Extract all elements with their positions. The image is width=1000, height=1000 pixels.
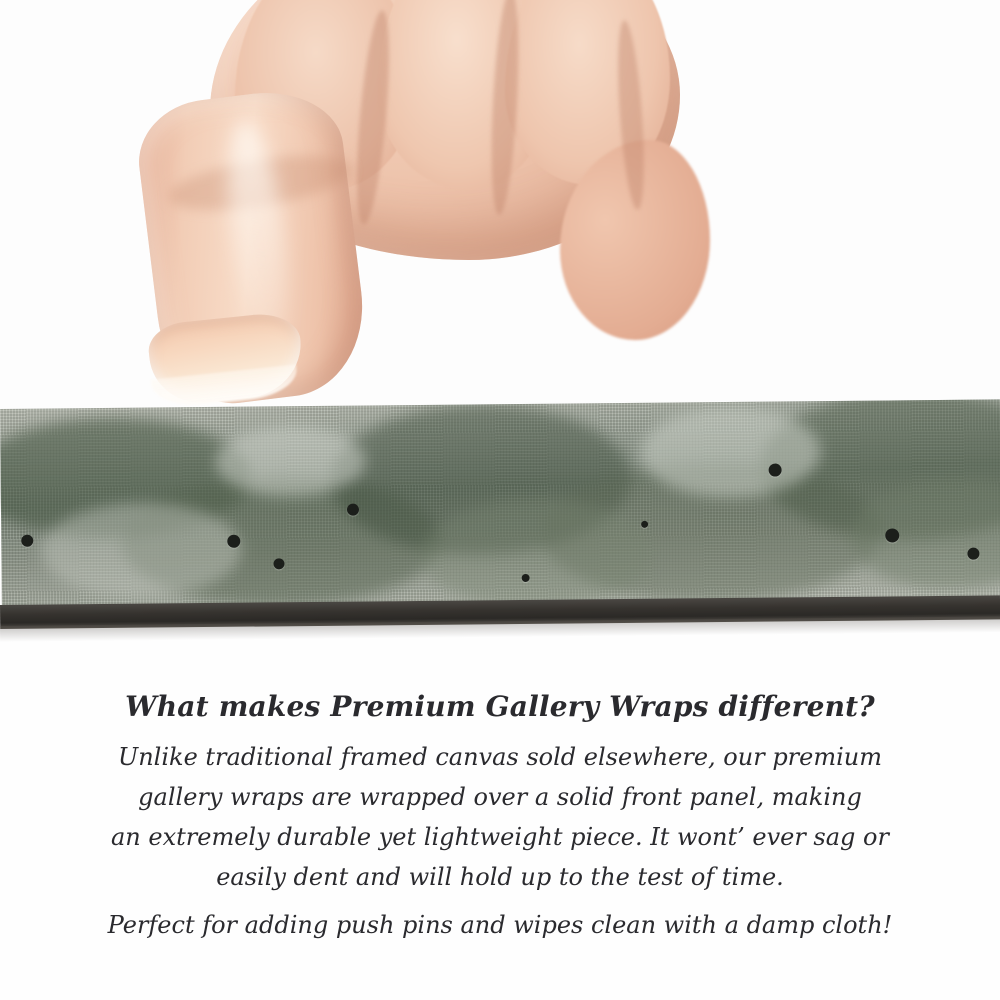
caption-block (0, 690, 1000, 945)
hand-region (0, 0, 1000, 412)
caption-line-3: an extremely durable yet lightweight piece. It wont’ ever sag or (111, 823, 889, 851)
canvas-wrap-edge (0, 399, 1000, 621)
caption-headline: What makes Premium Gallery Wraps different? (125, 690, 875, 723)
caption-line-2: gallery wraps are wrapped over a solid front panel, making (138, 783, 862, 811)
canvas-speck (21, 535, 33, 547)
canvas-speck (273, 558, 284, 569)
canvas-speck (885, 528, 899, 542)
caption-closing-line: Perfect for adding push pins and wipes clean with a damp cloth! (107, 911, 893, 939)
canvas-speck (522, 574, 530, 582)
canvas-speck (967, 548, 979, 560)
canvas-speck (769, 464, 782, 477)
canvas-speck (347, 504, 359, 516)
caption-line-4: easily dent and will hold up to the test of time. (216, 863, 784, 891)
canvas-speck (227, 535, 240, 548)
canvas-speck (641, 521, 648, 528)
caption-line-1: Unlike traditional framed canvas sold elsewhere, our premium (117, 743, 882, 771)
canvas-texture-patch (421, 498, 652, 610)
